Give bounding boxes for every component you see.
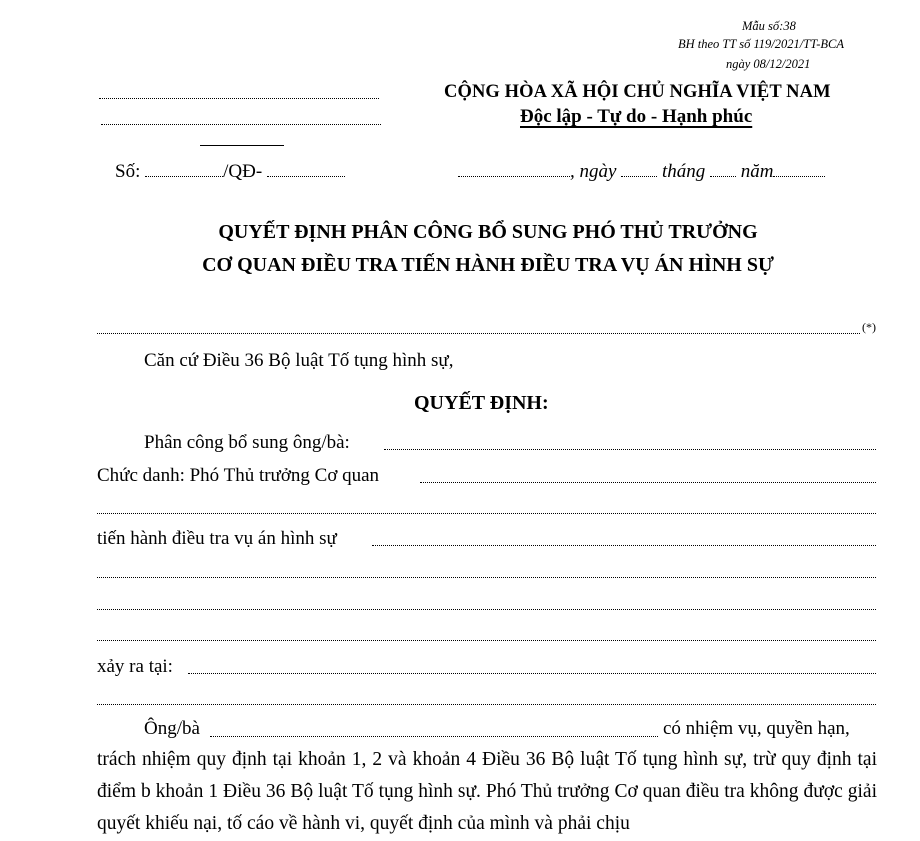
national-motto: Độc lập - Tự do - Hạnh phúc xyxy=(520,106,753,127)
number-label: Số: xyxy=(115,161,141,182)
authority-note: (*) xyxy=(862,320,876,334)
assignee-name-field[interactable] xyxy=(384,449,876,450)
duty-person-label: Ông/bà xyxy=(144,718,200,739)
agency-code-field[interactable] xyxy=(267,175,345,177)
document-number xyxy=(115,161,345,183)
day-field[interactable] xyxy=(621,175,657,177)
year-label: năm xyxy=(740,161,774,182)
nation-heading: CỘNG HÒA XÃ HỘI CHỦ NGHĨA VIỆT NAM xyxy=(444,82,831,102)
agency-divider xyxy=(200,145,284,146)
form-number: Mẫu số:38 xyxy=(742,19,796,33)
case-name-field[interactable] xyxy=(372,545,876,546)
place-field[interactable] xyxy=(458,175,570,177)
legal-basis: Căn cứ Điều 36 Bộ luật Tố tụng hình sự, xyxy=(144,350,454,371)
place-date: , ngày tháng năm xyxy=(458,161,825,183)
document-title-line-1: QUYẾT ĐỊNH PHÂN CÔNG BỔ SUNG PHÓ THỦ TRƯỞNG xyxy=(218,221,758,243)
number-field[interactable] xyxy=(145,175,223,177)
position-agency-field[interactable] xyxy=(420,482,876,483)
year-field[interactable] xyxy=(773,175,825,177)
agency-name-field[interactable] xyxy=(101,124,381,125)
location-field-cont[interactable] xyxy=(97,704,876,705)
duty-text-start: có nhiệm vụ, quyền hạn, xyxy=(663,718,850,739)
month-label: tháng xyxy=(661,161,706,182)
location-label: xảy ra tại: xyxy=(97,656,173,677)
decision-heading: QUYẾT ĐỊNH: xyxy=(414,392,549,414)
position-agency-field-cont[interactable] xyxy=(97,513,876,514)
day-label: ngày xyxy=(579,161,617,182)
duty-person-field[interactable] xyxy=(210,736,658,737)
month-field[interactable] xyxy=(710,175,736,177)
duty-paragraph: trách nhiệm quy định tại khoản 1, 2 và khoản 4 Điều 36 Bộ luật Tố tụng hình sự, trừ quy định tại điểm b khoản 1 Điều 36 Bộ luật Tố tụng hình sự. Phó Thủ trưởng Cơ quan điều tra không được giải quyết khiếu nại, tố cáo về hành vi, quyết định của mình và phải chịu xyxy=(97,749,877,834)
form-issued-date: ngày 08/12/2021 xyxy=(726,57,811,71)
agency-parent-field[interactable] xyxy=(99,98,379,99)
case-detail-field-1[interactable] xyxy=(97,577,876,578)
location-field[interactable] xyxy=(188,673,876,674)
case-detail-field-3[interactable] xyxy=(97,640,876,641)
authority-field[interactable] xyxy=(97,333,860,334)
case-label: tiến hành điều tra vụ án hình sự xyxy=(97,528,337,549)
case-detail-field-2[interactable] xyxy=(97,609,876,610)
number-suffix: /QĐ- xyxy=(223,161,263,182)
form-issued-by: BH theo TT số 119/2021/TT-BCA xyxy=(678,37,844,51)
position-label: Chức danh: Phó Thủ trưởng Cơ quan xyxy=(97,465,380,486)
assign-label: Phân công bổ sung ông/bà: xyxy=(144,432,350,453)
document-title-line-2: CƠ QUAN ĐIỀU TRA TIẾN HÀNH ĐIỀU TRA VỤ ÁN HÌNH SỰ xyxy=(202,254,774,276)
